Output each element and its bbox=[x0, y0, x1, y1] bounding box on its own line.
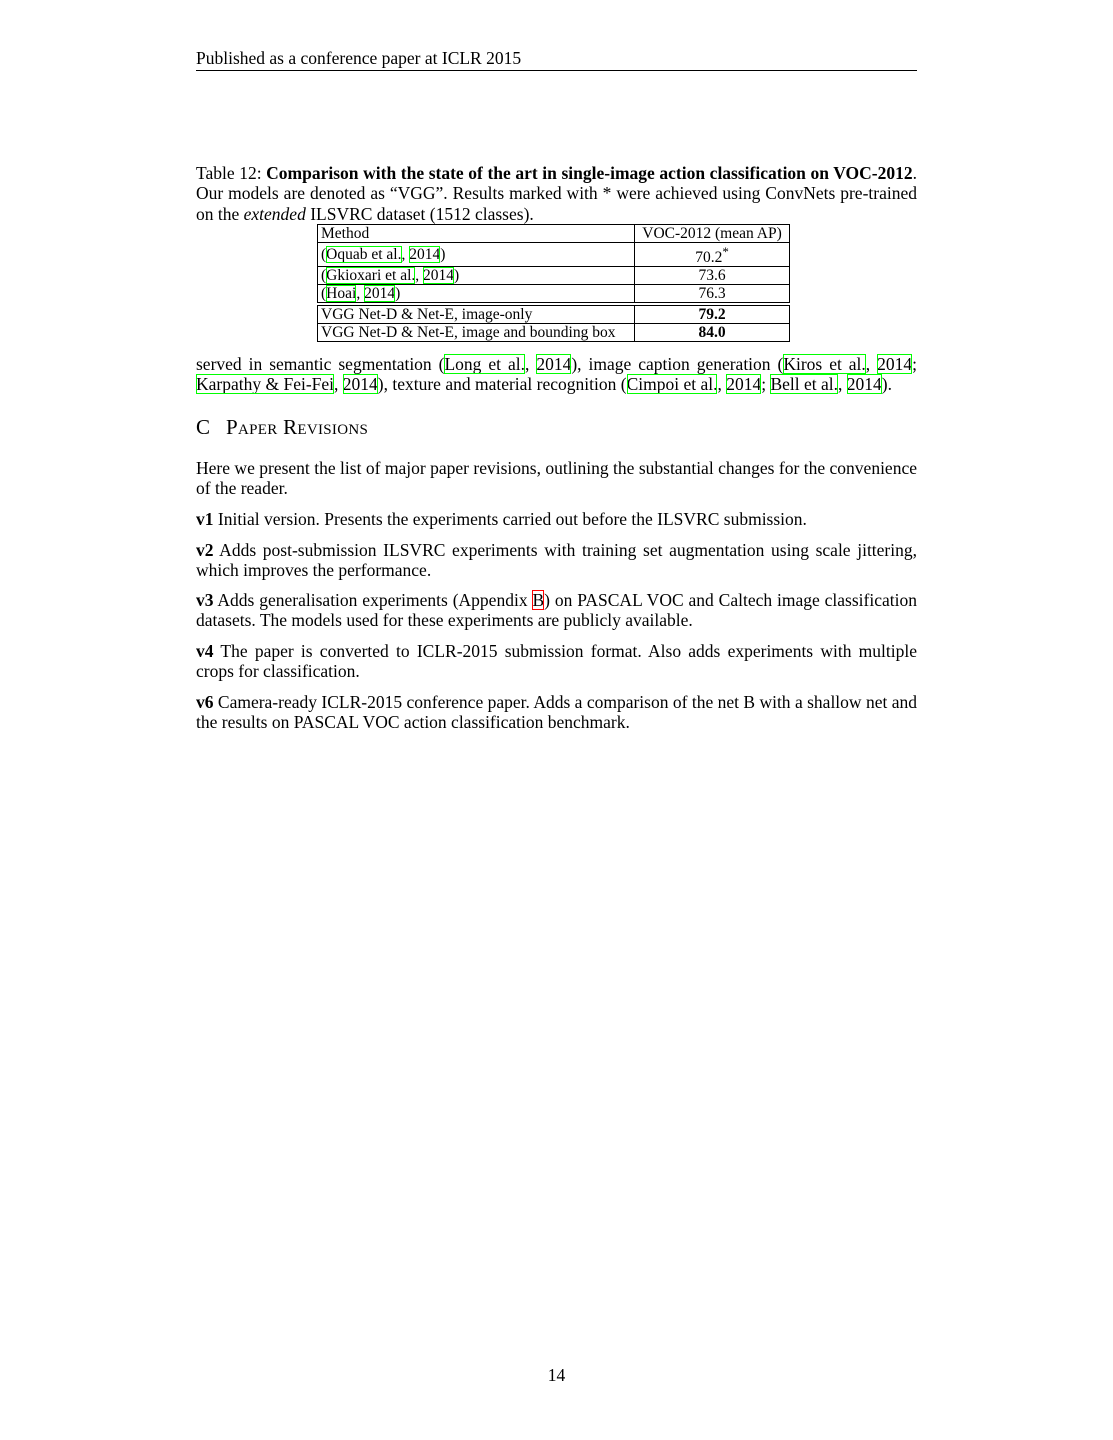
header-method: Method bbox=[318, 225, 635, 243]
appendix-link[interactable]: B bbox=[532, 590, 545, 610]
table-row bbox=[318, 324, 790, 342]
value-text: 70.2 bbox=[695, 249, 723, 267]
table-header-row bbox=[318, 225, 790, 243]
revision-tag: v4 bbox=[196, 641, 214, 661]
citation-link[interactable]: Hoai bbox=[326, 285, 357, 303]
text: ). bbox=[881, 374, 892, 395]
results-table bbox=[317, 224, 790, 342]
running-head: Published as a conference paper at ICLR 2015 bbox=[196, 47, 917, 71]
caption-bold-title: Comparison with the state of the art in single-image action classification on VOC-2012 bbox=[266, 163, 913, 183]
citation-link[interactable]: 2014 bbox=[877, 354, 913, 374]
row-value bbox=[635, 324, 790, 342]
revision-item bbox=[196, 641, 917, 682]
revision-text: Adds generalisation experiments (Appendix bbox=[213, 590, 533, 610]
row-method bbox=[318, 285, 635, 305]
revision-tag: v1 bbox=[196, 509, 214, 529]
revision-text: ) on PASCAL VOC and Caltech image classification datasets. The models used for these experiments are publicly available. bbox=[196, 590, 917, 631]
section-heading bbox=[196, 414, 368, 440]
revision-item bbox=[196, 540, 917, 581]
paren: ( bbox=[321, 285, 327, 303]
separator: , bbox=[865, 354, 878, 374]
table-caption bbox=[196, 163, 917, 224]
caption-text-end: ILSVRC dataset (1512 classes). bbox=[305, 203, 534, 224]
revision-text: Initial version. Presents the experiments carried out before the ILSVRC submission. bbox=[213, 509, 807, 529]
separator: , bbox=[838, 374, 847, 395]
body-paragraph bbox=[196, 354, 917, 395]
separator: , bbox=[415, 267, 424, 285]
text: ), texture and material recognition ( bbox=[377, 374, 627, 395]
table-row bbox=[318, 243, 790, 267]
revision-tag: v6 bbox=[196, 692, 214, 712]
citation-link[interactable]: 2014 bbox=[846, 374, 882, 395]
section-title: Paper Revisions bbox=[226, 415, 369, 439]
row-value: 73.6 bbox=[635, 267, 790, 285]
citation-link[interactable]: Kiros et al. bbox=[783, 354, 866, 374]
caption-emphasis: extended bbox=[243, 203, 306, 224]
row-value bbox=[635, 304, 790, 324]
revision-item bbox=[196, 509, 917, 529]
citation-link[interactable]: Bell et al. bbox=[770, 374, 839, 395]
text: ; bbox=[912, 354, 918, 374]
revision-text: Camera-ready ICLR-2015 conference paper. Adds a comparison of the net B with a shallow net and the results on PASCAL VOC action classification benchmark. bbox=[196, 692, 917, 733]
paren: ) bbox=[440, 246, 446, 264]
revision-tag: v3 bbox=[196, 590, 214, 610]
citation-link[interactable]: 2014 bbox=[536, 354, 572, 374]
citation-link[interactable]: 2014 bbox=[364, 285, 396, 303]
citation-link[interactable]: Karpathy & Fei-Fei bbox=[196, 374, 335, 395]
revision-text: Adds post-submission ILSVRC experiments with training set augmentation using scale jittering, which improves the performance. bbox=[196, 540, 917, 581]
row-value: 76.3 bbox=[635, 285, 790, 305]
section-number: C bbox=[196, 415, 211, 439]
intro-paragraph: Here we present the list of major paper revisions, outlining the substantial changes for the convenience of the reader. bbox=[196, 458, 917, 499]
caption-label: Table 12: bbox=[196, 163, 267, 183]
citation-link[interactable]: 2014 bbox=[409, 246, 441, 264]
row-method bbox=[318, 267, 635, 285]
header-value: VOC-2012 (mean AP) bbox=[635, 225, 790, 243]
paren: ( bbox=[321, 246, 327, 264]
citation-link[interactable]: Long et al. bbox=[444, 354, 525, 374]
table-row bbox=[318, 267, 790, 285]
row-method: VGG Net-D & Net-E, image-only bbox=[318, 304, 635, 324]
separator: , bbox=[401, 246, 410, 264]
separator: , bbox=[717, 374, 727, 395]
citation-link[interactable]: Gkioxari et al. bbox=[326, 267, 416, 285]
caption-text: . Our models are denoted as “VGG”. Results marked with * were achieved using ConvNets pre-trained on the bbox=[196, 163, 918, 224]
revision-item bbox=[196, 692, 917, 733]
separator: , bbox=[356, 285, 365, 303]
text: served in semantic segmentation ( bbox=[196, 354, 445, 374]
paren: ) bbox=[454, 267, 460, 285]
revision-tag: v2 bbox=[196, 540, 214, 560]
separator: , bbox=[334, 374, 343, 395]
page-number: 14 bbox=[547, 1365, 566, 1385]
paren: ( bbox=[321, 267, 327, 285]
citation-link[interactable]: Cimpoi et al. bbox=[626, 374, 718, 395]
text: ; bbox=[761, 374, 771, 395]
citation-link[interactable]: 2014 bbox=[423, 267, 455, 285]
revision-text: The paper is converted to ICLR-2015 submission format. Also adds experiments with multiple crops for classification. bbox=[196, 641, 917, 682]
citation-link[interactable]: Oquab et al. bbox=[326, 246, 402, 264]
row-value bbox=[635, 243, 790, 267]
value-text: 79.2 bbox=[698, 306, 726, 324]
value-text: 84.0 bbox=[698, 324, 726, 342]
paren: ) bbox=[395, 285, 401, 303]
table-row bbox=[318, 285, 790, 305]
separator: , bbox=[524, 354, 537, 374]
row-method bbox=[318, 243, 635, 267]
row-method: VGG Net-D & Net-E, image and bounding box bbox=[318, 324, 635, 342]
asterisk-mark: * bbox=[722, 244, 729, 259]
citation-link[interactable]: 2014 bbox=[726, 374, 762, 395]
revision-item bbox=[196, 590, 917, 631]
table-row bbox=[318, 304, 790, 324]
citation-link[interactable]: 2014 bbox=[342, 374, 378, 395]
text: ), image caption generation ( bbox=[571, 354, 784, 374]
